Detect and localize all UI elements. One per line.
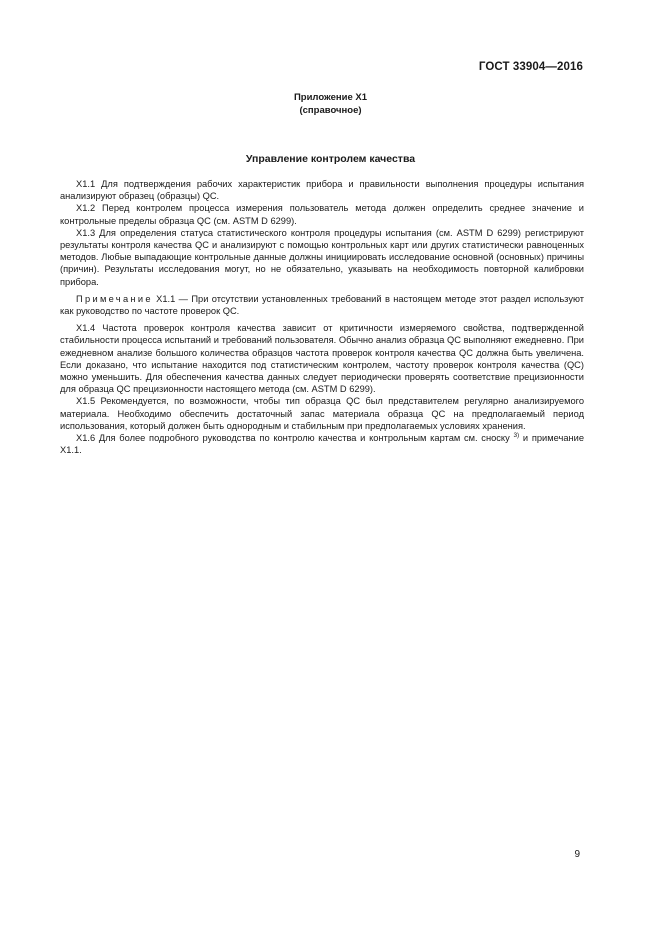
body-text: [60, 178, 584, 456]
appendix-heading: [0, 92, 661, 117]
note-text: X1.1 — При отсутствии установленных требований в настоящем методе этот раздел используют как руководство по частоте проверок QC.: [60, 293, 584, 317]
page-number: 9: [574, 849, 580, 860]
note-label: Примечание: [76, 293, 153, 304]
paragraph-x1-3: X1.3 Для определения статуса статистического контроля процедуры испытания (см. ASTM D 6299) регистрируют результаты контроля качества QC и анализируют с помощью контрольных карт или других статистически равноценных методов. Любые выпадающие контрольные данные должны инициировать исследование основной (основных) причины (причин). Результаты исследования могут, но не обязательно, указывать на необходимость повторной калибровки прибора.: [60, 227, 584, 287]
paragraph-x1-6-start: X1.6 Для более подробного руководства по контролю качества и контрольным картам см. сноску: [76, 433, 514, 444]
paragraph-x1-4: X1.4 Частота проверок контроля качества зависит от критичности измеряемого свойства, подтвержденной стабильности процесса испытаний и требований пользователя. Обычно анализ образца QC выполняют ежедневно. При ежедневном анализе большого количества образцов частота проверок контроля качества QC должна быть увеличена. Если доказано, что испытание находится под статистическим контролем, частоту проверок контроля качества (QC) можно уменьшить. Для обеспечения качества данных следует периодически проверять соответствие прецизионности для образца QC прецизионности настоящего метода (см. ASTM D 6299).: [60, 323, 584, 395]
paragraph-x1-1: X1.1 Для подтверждения рабочих характеристик прибора и правильности выполнения процедуры испытания анализируют образец (образцы) QC.: [60, 179, 584, 202]
section-title: Управление контролем качества: [245, 153, 416, 165]
note-x1-1: [60, 293, 584, 317]
document-code: ГОСТ 33904—2016: [478, 61, 583, 73]
paragraph-x1-6-end: и примечание X1.1.: [60, 433, 584, 456]
paragraph-x1-2: X1.2 Перед контролем процесса измерения пользователь метода должен определить среднее значение и контрольные пределы образца QC (см. ASTM D 6299).: [60, 203, 584, 226]
paragraph-x1-5: X1.5 Рекомендуется, по возможности, чтобы тип образца QC был представителем регулярно анализируемого материала. Необходимо обеспечить достаточный запас материала образца QC на предполагаемый период использования, который должен быть однородным и стабильным при предполагаемых условиях хранения.: [60, 396, 584, 431]
footnote-reference: 3): [513, 432, 520, 440]
paragraph-x1-6: [60, 432, 584, 456]
appendix-subtitle: (справочное): [299, 104, 362, 116]
appendix-title: Приложение X1: [293, 92, 368, 103]
